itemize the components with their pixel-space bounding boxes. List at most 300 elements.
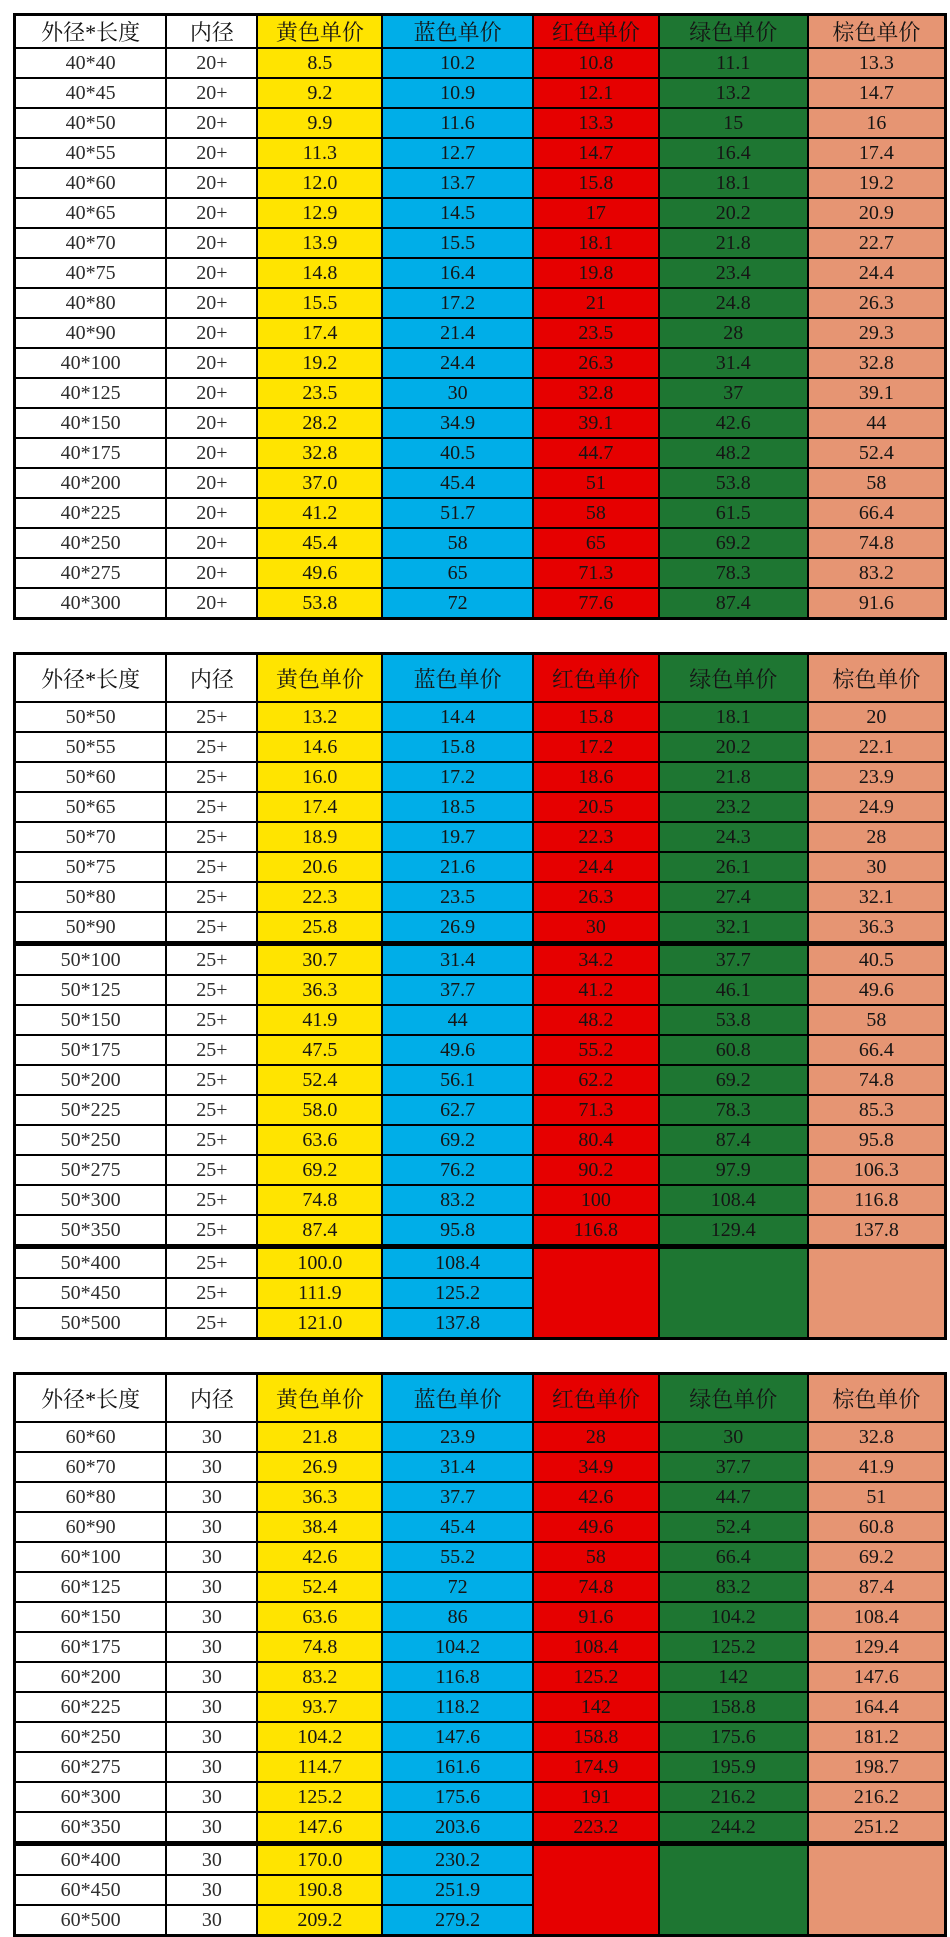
size-cell: 50*300 (15, 1185, 167, 1215)
bore-cell: 30 (166, 1875, 257, 1905)
size-cell: 60*125 (15, 1572, 167, 1602)
column-header-green-price-cell: 绿色单价 (659, 1374, 808, 1423)
table-row (15, 1572, 946, 1602)
green-price-cell: 37.7 (659, 1452, 808, 1482)
blue-price-cell: 49.6 (382, 1035, 533, 1065)
yellow-price-cell: 69.2 (257, 1155, 382, 1185)
bore-cell: 30 (166, 1812, 257, 1844)
size-cell: 40*75 (15, 258, 167, 288)
brown-price-cell: 24.9 (808, 792, 946, 822)
bore-cell: 30 (166, 1422, 257, 1452)
brown-price-cell: 52.4 (808, 438, 946, 468)
red-price-cell: 28 (533, 1422, 659, 1452)
yellow-price-cell: 13.2 (257, 702, 382, 732)
green-price-cell: 158.8 (659, 1692, 808, 1722)
brown-price-cell: 95.8 (808, 1125, 946, 1155)
green-price-cell: 69.2 (659, 1065, 808, 1095)
yellow-price-cell: 32.8 (257, 438, 382, 468)
price-table-section-60 (13, 1372, 950, 1937)
size-cell: 40*225 (15, 498, 167, 528)
size-cell: 50*75 (15, 852, 167, 882)
size-cell: 60*350 (15, 1812, 167, 1844)
blue-price-cell: 58 (382, 528, 533, 558)
yellow-price-cell: 190.8 (257, 1875, 382, 1905)
bore-cell: 25+ (166, 1065, 257, 1095)
green-price-cell: 21.8 (659, 762, 808, 792)
brown-price-cell: 116.8 (808, 1185, 946, 1215)
yellow-price-cell: 41.2 (257, 498, 382, 528)
yellow-price-cell: 16.0 (257, 762, 382, 792)
blue-price-cell: 30 (382, 378, 533, 408)
red-price-cell: 22.3 (533, 822, 659, 852)
green-price-cell: 31.4 (659, 348, 808, 378)
table-row (15, 822, 946, 852)
brown-price-cell: 19.2 (808, 168, 946, 198)
red-price-cell: 24.4 (533, 852, 659, 882)
column-header-size-cell: 外径*长度 (15, 654, 167, 703)
size-cell: 60*300 (15, 1782, 167, 1812)
green-price-cell: 44.7 (659, 1482, 808, 1512)
yellow-price-cell: 63.6 (257, 1125, 382, 1155)
blue-price-cell: 31.4 (382, 944, 533, 976)
bore-cell: 30 (166, 1844, 257, 1876)
bore-cell: 20+ (166, 108, 257, 138)
red-price-cell: 26.3 (533, 882, 659, 912)
table-row (15, 1452, 946, 1482)
red-price-cell: 10.8 (533, 48, 659, 78)
blue-price-cell: 279.2 (382, 1905, 533, 1936)
bore-cell: 25+ (166, 792, 257, 822)
blue-price-cell: 44 (382, 1005, 533, 1035)
bore-cell: 30 (166, 1662, 257, 1692)
size-cell: 50*90 (15, 912, 167, 944)
yellow-price-cell: 42.6 (257, 1542, 382, 1572)
size-cell: 50*200 (15, 1065, 167, 1095)
bore-cell: 30 (166, 1572, 257, 1602)
red-price-cell: 100 (533, 1185, 659, 1215)
yellow-price-cell: 17.4 (257, 318, 382, 348)
green-price-cell: 46.1 (659, 975, 808, 1005)
yellow-price-cell: 21.8 (257, 1422, 382, 1452)
size-cell: 50*60 (15, 762, 167, 792)
column-header-brown-price-cell: 棕色单价 (808, 654, 946, 703)
red-price-cell: 17.2 (533, 732, 659, 762)
brown-price-cell: 129.4 (808, 1632, 946, 1662)
brown-price-cell: 30 (808, 852, 946, 882)
green-price-cell: 42.6 (659, 408, 808, 438)
size-cell: 50*450 (15, 1278, 167, 1308)
yellow-price-cell: 17.4 (257, 792, 382, 822)
brown-price-cell: 16 (808, 108, 946, 138)
blue-price-cell: 55.2 (382, 1542, 533, 1572)
red-price-cell: 77.6 (533, 588, 659, 619)
table-row (15, 1065, 946, 1095)
column-header-bore-cell: 内径 (166, 654, 257, 703)
bore-cell: 20+ (166, 378, 257, 408)
green-price-cell: 26.1 (659, 852, 808, 882)
red-price-cell: 74.8 (533, 1572, 659, 1602)
blue-price-cell: 10.2 (382, 48, 533, 78)
blue-price-cell: 86 (382, 1602, 533, 1632)
bore-cell: 25+ (166, 1247, 257, 1279)
table-row (15, 1752, 946, 1782)
size-cell: 50*250 (15, 1125, 167, 1155)
blue-price-cell: 108.4 (382, 1247, 533, 1279)
red-price-cell: 41.2 (533, 975, 659, 1005)
table-row (15, 318, 946, 348)
table-row (15, 1247, 946, 1279)
size-cell: 40*40 (15, 48, 167, 78)
green-price-cell: 83.2 (659, 1572, 808, 1602)
blue-price-cell: 76.2 (382, 1155, 533, 1185)
table-row (15, 1662, 946, 1692)
yellow-price-cell: 26.9 (257, 1452, 382, 1482)
red-price-cell: 34.2 (533, 944, 659, 976)
table-row (15, 912, 946, 944)
brown-price-cell: 13.3 (808, 48, 946, 78)
bore-cell: 30 (166, 1782, 257, 1812)
green-price-cell: 142 (659, 1662, 808, 1692)
yellow-price-cell: 170.0 (257, 1844, 382, 1876)
yellow-price-cell: 58.0 (257, 1095, 382, 1125)
red-price-cell: 174.9 (533, 1752, 659, 1782)
green-price-cell: 16.4 (659, 138, 808, 168)
column-header-yellow-price-cell: 黄色单价 (257, 654, 382, 703)
blue-price-cell: 14.4 (382, 702, 533, 732)
yellow-price-cell: 83.2 (257, 1662, 382, 1692)
green-price-cell: 216.2 (659, 1782, 808, 1812)
price-table-60-series (13, 1372, 947, 1937)
yellow-price-cell: 9.2 (257, 78, 382, 108)
column-header-red-price-cell: 红色单价 (533, 15, 659, 49)
blue-price-cell: 175.6 (382, 1782, 533, 1812)
blue-price-cell: 72 (382, 1572, 533, 1602)
bore-cell: 25+ (166, 882, 257, 912)
blue-price-cell: 24.4 (382, 348, 533, 378)
green-price-cell: 125.2 (659, 1632, 808, 1662)
brown-price-cell: 32.8 (808, 348, 946, 378)
bore-cell: 20+ (166, 318, 257, 348)
brown-price-cell: 32.1 (808, 882, 946, 912)
size-cell: 50*150 (15, 1005, 167, 1035)
brown-price-cell: 85.3 (808, 1095, 946, 1125)
green-price-cell: 60.8 (659, 1035, 808, 1065)
size-cell: 60*60 (15, 1422, 167, 1452)
blue-price-cell: 72 (382, 588, 533, 619)
green-price-cell: 23.2 (659, 792, 808, 822)
size-cell: 60*150 (15, 1602, 167, 1632)
green-price-cell: 108.4 (659, 1185, 808, 1215)
table-row (15, 78, 946, 108)
blue-price-cell: 15.8 (382, 732, 533, 762)
size-cell: 40*55 (15, 138, 167, 168)
brown-price-cell: 44 (808, 408, 946, 438)
size-cell: 60*275 (15, 1752, 167, 1782)
brown-price-cell: 28 (808, 822, 946, 852)
blue-price-cell: 118.2 (382, 1692, 533, 1722)
red-price-cell: 108.4 (533, 1632, 659, 1662)
red-price-cell: 58 (533, 1542, 659, 1572)
table-row (15, 975, 946, 1005)
green-price-cell: 37 (659, 378, 808, 408)
green-price-cell: 18.1 (659, 702, 808, 732)
table-row (15, 1035, 946, 1065)
blue-price-cell: 45.4 (382, 1512, 533, 1542)
column-header-green-price-cell: 绿色单价 (659, 15, 808, 49)
green-price-cell: 21.8 (659, 228, 808, 258)
bore-cell: 25+ (166, 1155, 257, 1185)
green-price-cell: 66.4 (659, 1542, 808, 1572)
red-price-cell: 12.1 (533, 78, 659, 108)
green-price-cell: 13.2 (659, 78, 808, 108)
brown-price-cell: 26.3 (808, 288, 946, 318)
size-cell: 40*50 (15, 108, 167, 138)
brown-price-cell: 106.3 (808, 1155, 946, 1185)
green-price-cell: 15 (659, 108, 808, 138)
brown-price-cell: 51 (808, 1482, 946, 1512)
red-price-cell: 19.8 (533, 258, 659, 288)
yellow-price-cell: 41.9 (257, 1005, 382, 1035)
yellow-price-cell: 36.3 (257, 975, 382, 1005)
size-cell: 40*150 (15, 408, 167, 438)
red-price-cell: 39.1 (533, 408, 659, 438)
blue-price-cell: 26.9 (382, 912, 533, 944)
size-cell: 60*400 (15, 1844, 167, 1876)
blue-price-cell: 11.6 (382, 108, 533, 138)
red-price-cell: 48.2 (533, 1005, 659, 1035)
table-row (15, 1542, 946, 1572)
brown-price-cell: 251.2 (808, 1812, 946, 1844)
table-row (15, 1422, 946, 1452)
red-price-cell: 62.2 (533, 1065, 659, 1095)
size-cell: 40*45 (15, 78, 167, 108)
yellow-price-cell: 8.5 (257, 48, 382, 78)
yellow-price-cell: 11.3 (257, 138, 382, 168)
yellow-price-cell: 121.0 (257, 1308, 382, 1339)
red-price-cell: 55.2 (533, 1035, 659, 1065)
yellow-price-cell: 28.2 (257, 408, 382, 438)
red-price-cell: 71.3 (533, 1095, 659, 1125)
red-price-cell: 90.2 (533, 1155, 659, 1185)
size-cell: 50*55 (15, 732, 167, 762)
yellow-price-cell: 74.8 (257, 1632, 382, 1662)
bore-cell: 20+ (166, 498, 257, 528)
bore-cell: 20+ (166, 588, 257, 619)
bore-cell: 30 (166, 1632, 257, 1662)
red-price-cell: 15.8 (533, 168, 659, 198)
size-cell: 40*175 (15, 438, 167, 468)
green-price-cell: 69.2 (659, 528, 808, 558)
blue-price-cell: 19.7 (382, 822, 533, 852)
blue-price-cell: 23.5 (382, 882, 533, 912)
green-price-cell: 27.4 (659, 882, 808, 912)
blue-price-cell: 21.6 (382, 852, 533, 882)
brown-price-cell: 164.4 (808, 1692, 946, 1722)
blue-price-cell: 125.2 (382, 1278, 533, 1308)
red-price-cell: 223.2 (533, 1812, 659, 1844)
green-price-cell: 37.7 (659, 944, 808, 976)
table-row (15, 258, 946, 288)
red-price-cell: 91.6 (533, 1602, 659, 1632)
table-row (15, 1185, 946, 1215)
column-header-blue-price-cell: 蓝色单价 (382, 654, 533, 703)
table-row (15, 468, 946, 498)
table-row (15, 498, 946, 528)
brown-price-cell: 29.3 (808, 318, 946, 348)
empty-brown-price-cell (808, 1247, 946, 1339)
size-cell: 60*100 (15, 1542, 167, 1572)
bore-cell: 30 (166, 1602, 257, 1632)
yellow-price-cell: 47.5 (257, 1035, 382, 1065)
brown-price-cell: 181.2 (808, 1722, 946, 1752)
green-price-cell: 20.2 (659, 198, 808, 228)
table-row (15, 882, 946, 912)
table-row (15, 1215, 946, 1247)
blue-price-cell: 23.9 (382, 1422, 533, 1452)
bore-cell: 25+ (166, 944, 257, 976)
brown-price-cell: 22.1 (808, 732, 946, 762)
bore-cell: 30 (166, 1512, 257, 1542)
yellow-price-cell: 30.7 (257, 944, 382, 976)
bore-cell: 20+ (166, 408, 257, 438)
blue-price-cell: 18.5 (382, 792, 533, 822)
table-row (15, 1155, 946, 1185)
red-price-cell: 18.6 (533, 762, 659, 792)
blue-price-cell: 37.7 (382, 1482, 533, 1512)
green-price-cell: 78.3 (659, 1095, 808, 1125)
column-header-bore-cell: 内径 (166, 1374, 257, 1423)
brown-price-cell: 22.7 (808, 228, 946, 258)
blue-price-cell: 16.4 (382, 258, 533, 288)
price-table-50-series (13, 652, 947, 1340)
brown-price-cell: 40.5 (808, 944, 946, 976)
bore-cell: 20+ (166, 228, 257, 258)
column-header-yellow-price-cell: 黄色单价 (257, 1374, 382, 1423)
empty-brown-price-cell (808, 1844, 946, 1936)
yellow-price-cell: 100.0 (257, 1247, 382, 1279)
size-cell: 40*60 (15, 168, 167, 198)
brown-price-cell: 74.8 (808, 1065, 946, 1095)
column-header-brown-price-cell: 棕色单价 (808, 15, 946, 49)
brown-price-cell: 24.4 (808, 258, 946, 288)
table-row (15, 348, 946, 378)
brown-price-cell: 83.2 (808, 558, 946, 588)
size-cell: 50*500 (15, 1308, 167, 1339)
yellow-price-cell: 49.6 (257, 558, 382, 588)
yellow-price-cell: 22.3 (257, 882, 382, 912)
yellow-price-cell: 18.9 (257, 822, 382, 852)
red-price-cell: 65 (533, 528, 659, 558)
size-cell: 50*400 (15, 1247, 167, 1279)
green-price-cell: 48.2 (659, 438, 808, 468)
size-cell: 40*100 (15, 348, 167, 378)
bore-cell: 30 (166, 1692, 257, 1722)
column-header-brown-price-cell: 棕色单价 (808, 1374, 946, 1423)
bore-cell: 20+ (166, 168, 257, 198)
table-row (15, 48, 946, 78)
table-row (15, 1632, 946, 1662)
yellow-price-cell: 36.3 (257, 1482, 382, 1512)
bore-cell: 25+ (166, 732, 257, 762)
red-price-cell: 34.9 (533, 1452, 659, 1482)
blue-price-cell: 137.8 (382, 1308, 533, 1339)
green-price-cell: 78.3 (659, 558, 808, 588)
brown-price-cell: 91.6 (808, 588, 946, 619)
yellow-price-cell: 104.2 (257, 1722, 382, 1752)
green-price-cell: 24.3 (659, 822, 808, 852)
size-cell: 40*125 (15, 378, 167, 408)
table-row (15, 732, 946, 762)
yellow-price-cell: 23.5 (257, 378, 382, 408)
bore-cell: 20+ (166, 528, 257, 558)
table-row (15, 558, 946, 588)
blue-price-cell: 95.8 (382, 1215, 533, 1247)
bore-cell: 25+ (166, 762, 257, 792)
blue-price-cell: 31.4 (382, 1452, 533, 1482)
size-cell: 60*80 (15, 1482, 167, 1512)
column-header-bore-cell: 内径 (166, 15, 257, 49)
blue-price-cell: 69.2 (382, 1125, 533, 1155)
size-cell: 50*175 (15, 1035, 167, 1065)
column-header-red-price-cell: 红色单价 (533, 1374, 659, 1423)
brown-price-cell: 108.4 (808, 1602, 946, 1632)
size-cell: 60*90 (15, 1512, 167, 1542)
blue-price-cell: 40.5 (382, 438, 533, 468)
brown-price-cell: 17.4 (808, 138, 946, 168)
green-price-cell: 97.9 (659, 1155, 808, 1185)
brown-price-cell: 216.2 (808, 1782, 946, 1812)
green-price-cell: 11.1 (659, 48, 808, 78)
size-cell: 50*125 (15, 975, 167, 1005)
bore-cell: 20+ (166, 198, 257, 228)
table-row (15, 944, 946, 976)
table-row (15, 108, 946, 138)
bore-cell: 20+ (166, 138, 257, 168)
column-header-green-price-cell: 绿色单价 (659, 654, 808, 703)
red-price-cell: 13.3 (533, 108, 659, 138)
green-price-cell: 87.4 (659, 588, 808, 619)
size-cell: 50*275 (15, 1155, 167, 1185)
green-price-cell: 61.5 (659, 498, 808, 528)
red-price-cell: 158.8 (533, 1722, 659, 1752)
blue-price-cell: 17.2 (382, 762, 533, 792)
bore-cell: 25+ (166, 1035, 257, 1065)
red-price-cell: 20.5 (533, 792, 659, 822)
yellow-price-cell: 87.4 (257, 1215, 382, 1247)
bore-cell: 25+ (166, 1278, 257, 1308)
green-price-cell: 53.8 (659, 468, 808, 498)
red-price-cell: 15.8 (533, 702, 659, 732)
red-price-cell: 51 (533, 468, 659, 498)
table-row (15, 228, 946, 258)
blue-price-cell: 10.9 (382, 78, 533, 108)
brown-price-cell: 39.1 (808, 378, 946, 408)
size-cell: 50*225 (15, 1095, 167, 1125)
green-price-cell: 52.4 (659, 1512, 808, 1542)
blue-price-cell: 230.2 (382, 1844, 533, 1876)
yellow-price-cell: 63.6 (257, 1602, 382, 1632)
table-row (15, 198, 946, 228)
size-cell: 40*275 (15, 558, 167, 588)
price-table-section-50 (13, 652, 950, 1340)
brown-price-cell: 198.7 (808, 1752, 946, 1782)
yellow-price-cell: 114.7 (257, 1752, 382, 1782)
bore-cell: 25+ (166, 1005, 257, 1035)
green-price-cell: 195.9 (659, 1752, 808, 1782)
yellow-price-cell: 45.4 (257, 528, 382, 558)
blue-price-cell: 161.6 (382, 1752, 533, 1782)
bore-cell: 25+ (166, 975, 257, 1005)
